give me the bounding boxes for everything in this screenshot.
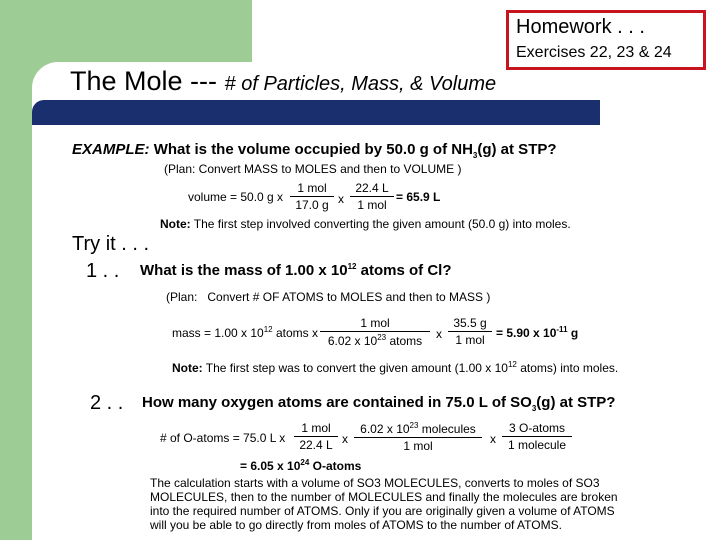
- problem-2-fraction-1: 1 mol 22.4 L: [294, 421, 338, 452]
- try-it-label: Try it . . .: [72, 233, 150, 255]
- title-main: The Mole ---: [70, 66, 225, 96]
- problem-1-plan: (Plan: Convert # OF ATOMS to MOLES and then to MASS ): [166, 290, 491, 304]
- problem-1-times: x: [436, 327, 442, 341]
- explanation-line: will you be able to go directly from moles of ATOMS to the number of ATOMS.: [150, 518, 562, 532]
- example-fraction-2: 22.4 L 1 mol: [350, 181, 394, 212]
- problem-1-question: What is the mass of 1.00 x $10^{12}$ atoms of Cl?: [140, 262, 452, 279]
- problem-2-number: 2 . .: [90, 392, 124, 414]
- problem-1-number: 1 . .: [86, 260, 120, 282]
- example-note: Note: The first step involved converting the given amount (50.0 g) into moles.: [160, 217, 571, 231]
- title-underline-bar: [32, 100, 600, 125]
- problem-2-eq-lhs: # of O-atoms = 75.0 L x: [160, 431, 286, 445]
- problem-2-explanation: [150, 476, 618, 532]
- problem-1-fraction-2: 35.5 g 1 mol: [448, 316, 492, 347]
- title-sub: # of Particles, Mass, & Volume: [224, 73, 497, 95]
- homework-subtitle: Exercises 22, 23 & 24: [516, 44, 672, 61]
- example-question: EXAMPLE: What is the volume occupied by 50.0 g of $NH_3(g)$ at STP?: [72, 141, 557, 160]
- example-result: = 65.9 L: [396, 190, 441, 204]
- problem-1-note: Note: The first step was to convert the given amount (1.00 x $10^{12}$ atoms) into moles.: [172, 360, 619, 375]
- problem-1-result: = 5.90 x $10^{-11}$ g: [496, 325, 579, 340]
- example-label: EXAMPLE:: [72, 141, 150, 158]
- problem-2-times-2: x: [490, 432, 496, 446]
- problem-2-question: How many oxygen atoms are contained in 75.0 L of $SO_3(g)$ at STP?: [142, 394, 616, 413]
- problem-2-result: = 6.05 x $10^{24}$ O-atoms: [240, 458, 362, 473]
- homework-title: Homework . . .: [516, 16, 645, 38]
- example-times: x: [338, 192, 344, 206]
- problem-2-times-1: x: [342, 432, 348, 446]
- explanation-line: into the required number of ATOMS. Only if you are originally given a volume of ATOMS: [150, 504, 615, 518]
- problem-1-fraction-1: 1 mol 6.02 x $10^{23}$ atoms: [320, 316, 430, 348]
- page-title: [70, 66, 496, 97]
- example-plan: (Plan: Convert MASS to MOLES and then to VOLUME ): [164, 162, 462, 176]
- explanation-line: MOLECULES, then to the number of MOLECULES and finally the molecules are broken: [150, 490, 618, 504]
- problem-2-fraction-3: 3 O-atoms 1 molecule: [502, 421, 572, 452]
- problem-2-fraction-2: 6.02 x $10^{23}$ molecules 1 mol: [354, 421, 482, 453]
- example-eq-lhs: volume = 50.0 g x: [188, 190, 284, 204]
- explanation-line: The calculation starts with a volume of SO3 MOLECULES, converts to moles of SO3: [150, 476, 600, 490]
- example-question-pre: What is the volume occupied by 50.0 g of NH: [153, 141, 473, 158]
- example-fraction-1: 1 mol 17.0 g: [290, 181, 334, 212]
- problem-1-eq-lhs: mass = 1.00 x $10^{12}$ atoms x: [172, 325, 318, 340]
- left-green-strip: [0, 0, 32, 540]
